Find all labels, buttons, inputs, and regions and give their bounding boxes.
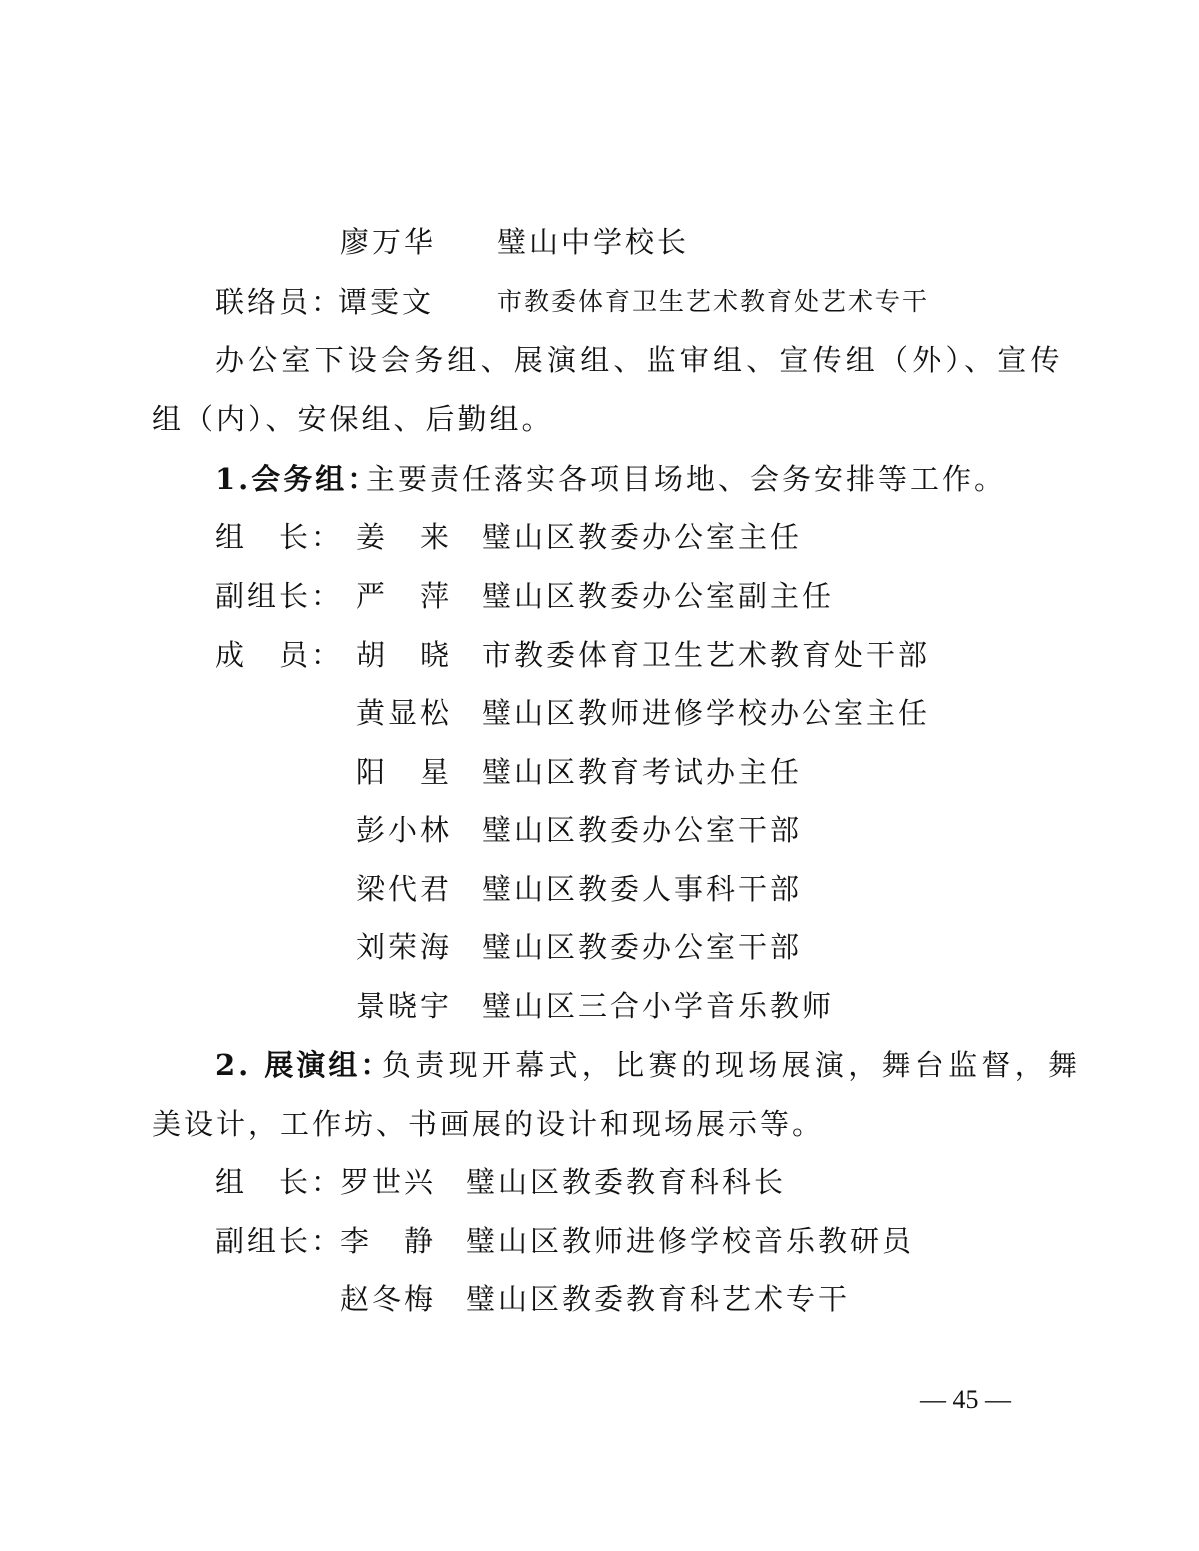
group2-heading: 2. 展演组： [215,1048,393,1082]
intro-text-2: 组（内）、安保组、后勤组。 [152,402,554,436]
group1-leader-title: 璧山区教委办公室主任 [482,520,803,554]
deputy-name: 李 静 [340,1224,437,1258]
group1-deputy-name: 严 萍 [356,579,453,613]
group1-deputy-label: 副组长： [215,579,344,613]
group1-members-label: 成 员： [215,638,344,672]
deputy-title: 璧山区教师进修学校音乐教研员 [466,1224,915,1258]
member-name: 胡 晓 [356,638,453,672]
member-name: 刘荣海 [356,930,453,964]
liaison-name: 谭雯文 [338,285,435,319]
group1-deputy-title: 璧山区教委办公室副主任 [482,579,835,613]
deputy-title: 璧山区教委教育科艺术专干 [466,1282,851,1316]
member-title: 璧山区教育考试办主任 [482,755,803,789]
intro-text-1: 办公室下设会务组、展演组、监审组、宣传组（外）、宣传 [215,343,1064,377]
header-name: 廖万华 [340,225,437,259]
group2-deputy-label: 副组长： [215,1224,344,1258]
group1-heading: 1.会务组： [215,462,380,496]
member-title: 璧山区三合小学音乐教师 [482,989,835,1023]
member-name: 景晓宇 [356,989,453,1023]
deputy-name: 赵冬梅 [340,1282,437,1316]
liaison-title: 市教委体育卫生艺术教育处艺术专干 [497,287,930,316]
member-name: 阳 星 [356,755,453,789]
member-title: 璧山区教委办公室干部 [482,813,803,847]
member-title: 璧山区教委人事科干部 [482,872,803,906]
member-name: 彭小林 [356,813,453,847]
liaison-label: 联络员： [215,285,344,319]
group1-leader-label: 组 长： [215,520,344,554]
group2-leader-name: 罗世兴 [340,1165,437,1199]
group1-desc: 主要责任落实各项目场地、会务安排等工作。 [366,462,1007,496]
member-title: 璧山区教师进修学校办公室主任 [482,696,931,730]
member-title: 市教委体育卫生艺术教育处干部 [482,638,931,672]
member-title: 璧山区教委办公室干部 [482,930,803,964]
page-number: — 45 — [920,1385,1011,1414]
group2-leader-title: 璧山区教委教育科科长 [466,1165,787,1199]
header-title: 璧山中学校长 [497,225,690,259]
group2-desc-1: 负责现开幕式，比赛的现场展演，舞台监督，舞 [382,1048,1082,1082]
member-name: 梁代君 [356,872,453,906]
group2-desc-2: 美设计，工作坊、书画展的设计和现场展示等。 [152,1107,825,1141]
member-name: 黄显松 [356,696,453,730]
group2-leader-label: 组 长： [215,1165,344,1199]
group1-leader-name: 姜 来 [356,520,453,554]
